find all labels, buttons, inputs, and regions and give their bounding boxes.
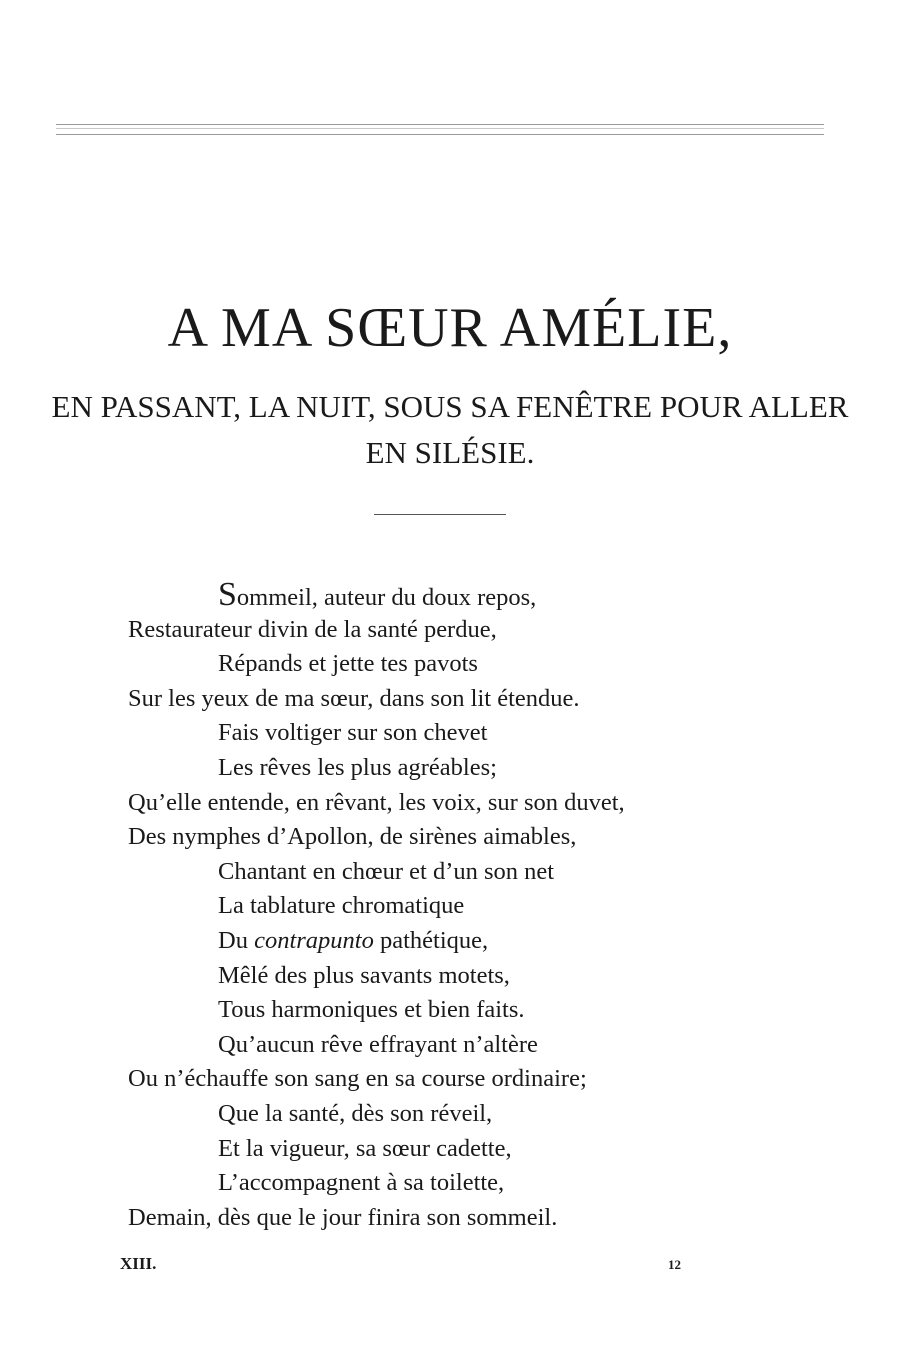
poem-line [128, 578, 828, 613]
poem-line: Tous harmoniques et bien faits. [218, 996, 525, 1024]
page-number: 12 [668, 1257, 681, 1272]
section-divider [374, 514, 506, 515]
poem-line: Ou n’échauffe son sang en sa course ordinaire; [128, 1065, 587, 1093]
poem-line: Les rêves les plus agréables; [218, 753, 497, 781]
poem-line: Qu’elle entende, en rêvant, les voix, sur son duvet, [128, 788, 625, 816]
top-double-rule [56, 124, 824, 135]
poem-line: Répands et jette tes pavots [218, 650, 478, 678]
poem-subtitle: EN PASSANT, LA NUIT, SOUS SA FENÊTRE POUR ALLER EN SILÉSIE. [51, 389, 849, 470]
poem-line: Restaurateur divin de la santé perdue, [128, 615, 497, 643]
poem-line-text: Du [218, 926, 255, 954]
poem-line [128, 924, 828, 959]
poem-line: Chantant en chœur et d’un son net [218, 857, 555, 885]
italic-word: contrapunto [254, 926, 374, 954]
poem-line: Mêlé des plus savants motets, [218, 961, 510, 989]
poem-body [128, 578, 828, 1235]
poem-line: Que la santé, dès son réveil, [218, 1099, 493, 1127]
poem-line: Et la vigueur, sa sœur cadette, [218, 1134, 512, 1162]
poem-line: Demain, dès que le jour finira son sommeil. [128, 1203, 558, 1231]
poem-line-text: ommeil, auteur du doux repos, [236, 584, 537, 611]
drop-cap: S [218, 576, 237, 613]
poem-line: La tablature chromatique [218, 892, 465, 920]
poem-line: Fais voltiger sur son chevet [218, 719, 488, 747]
poem-line-text: pathétique, [373, 926, 489, 954]
poem-line: L’accompagnent à sa toilette, [218, 1169, 505, 1197]
poem-title: A MA SŒUR AMÉLIE, [167, 297, 733, 359]
poem-line: Sur les yeux de ma sœur, dans son lit étendue. [128, 684, 580, 712]
signature-mark: XIII. [120, 1254, 157, 1273]
poem-line: Qu’aucun rêve effrayant n’altère [218, 1030, 538, 1058]
poem-line: Des nymphes d’Apollon, de sirènes aimables, [128, 823, 577, 851]
